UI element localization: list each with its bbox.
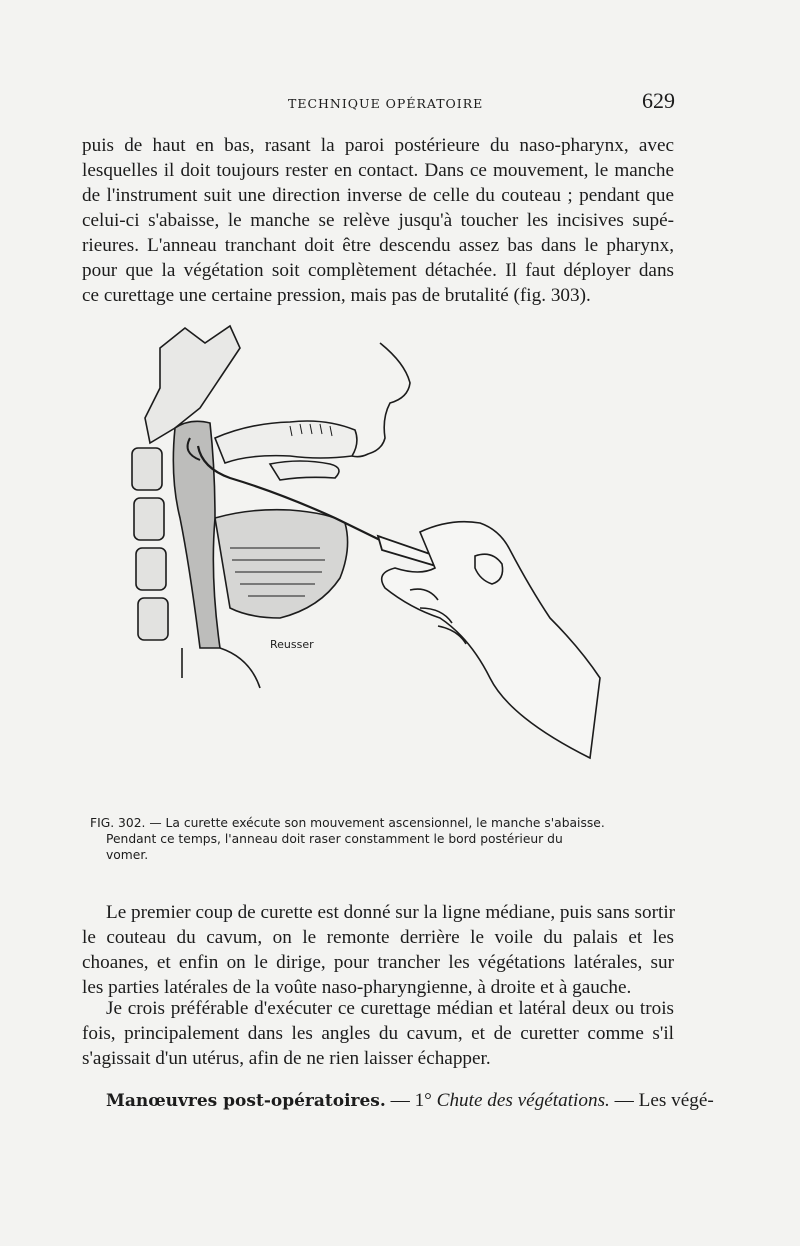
enumerator: 1° (414, 1090, 437, 1111)
text-line: Le premier coup de curette est donné sur la ligne médiane, puis sans sortir (106, 902, 676, 923)
text-line: les parties latérales de la voûte naso-pharyngienne, à droite et à gauche. (82, 977, 632, 998)
caption-line: Pendant ce temps, l'anneau doit raser constamment le bord postérieur du (106, 832, 563, 846)
page-number: 629 (642, 88, 675, 113)
text-line: pour que la végétation soit complètement détachée. Il faut déployer dans (82, 260, 674, 281)
text-line: Je crois préférable d'exécuter ce curettage médian et latéral deux ou trois (106, 998, 674, 1019)
text-line: ce curettage une certaine pression, mais pas de brutalité (fig. 303). (82, 285, 591, 306)
paragraph-3 (82, 996, 674, 1071)
paragraph-1 (82, 133, 674, 308)
anatomical-illustration (120, 318, 610, 788)
section-heading: Manœuvres post-opératoires. (106, 1091, 386, 1111)
text-line: de l'instrument suit une direction inverse de celle du couteau ; pendant que (82, 185, 674, 206)
text-line: fois, principalement dans les angles du cavum, et de curetter comme s'il (82, 1023, 674, 1044)
text-line: puis de haut en bas, rasant la paroi postérieure du naso-pharynx, avec (82, 135, 674, 156)
text-line: rieures. L'anneau tranchant doit être descendu assez bas dans le pharynx, (82, 235, 674, 256)
text-line: s'agissait d'un utérus, afin de ne rien laisser échapper. (82, 1048, 491, 1069)
running-header: TECHNIQUE OPÉRATOIRE (288, 96, 484, 111)
caption-line: FIG. 302. — La curette exécute son mouvement ascensionnel, le manche s'abaisse. (90, 816, 605, 830)
text-line (82, 1088, 714, 1114)
text-line: le couteau du cavum, on le remonte derrière le voile du palais et les (82, 927, 674, 948)
paragraph-2 (82, 900, 674, 1000)
paragraph-4 (82, 1088, 714, 1114)
caption-line: vomer. (106, 848, 149, 862)
text-fragment: — Les végé- (609, 1090, 714, 1111)
figure-caption (90, 815, 676, 863)
illustrator-signature: Reusser (270, 638, 314, 651)
text-line: lesquelles il doit toujours rester en contact. Dans ce mouvement, le manche (82, 160, 674, 181)
subheading-italic: Chute des végétations. (436, 1090, 610, 1111)
dash: — (385, 1090, 415, 1111)
text-line: choanes, et enfin on le dirige, pour trancher les végétations latérales, sur (82, 952, 674, 973)
text-line: celui-ci s'abaisse, le manche se relève jusqu'à toucher les incisives supé- (82, 210, 674, 231)
